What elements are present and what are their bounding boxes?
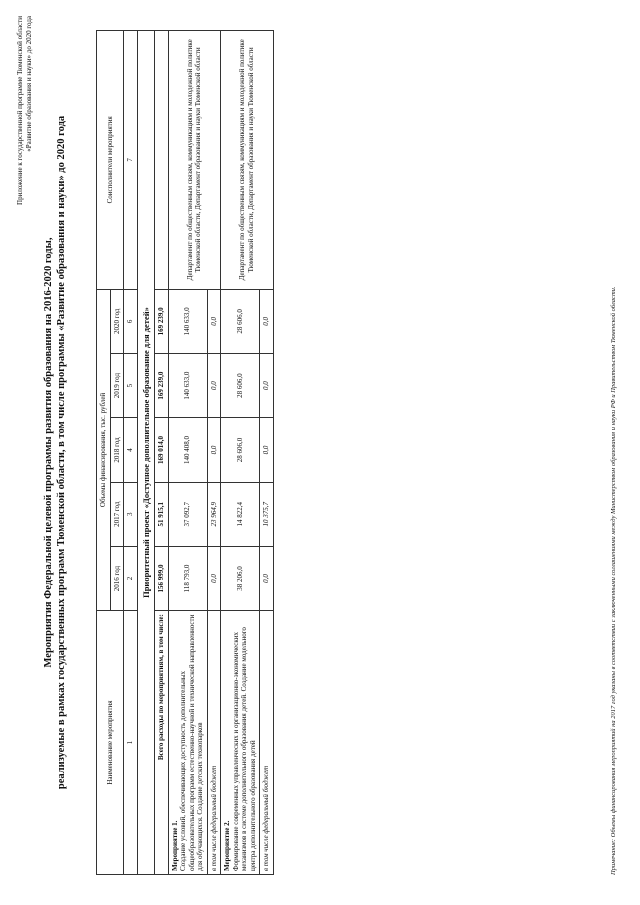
col-number: 5 [124,353,138,417]
measure-1-row [168,31,207,875]
col-number: 1 [124,611,138,875]
measure-2-value: 28 606,0 [221,353,260,417]
measure-2-title: Мероприятие 2. [223,820,231,871]
measure-2-value: 14 822,4 [221,482,260,546]
measure-1-executors: Департамент по общественным связям, коммуникациям и молодежной политике Тюменской области, Департамент образования и науки Тюменской области [168,31,221,290]
header-row-1 [97,31,111,875]
total-value: 156 999,0 [155,546,169,610]
total-value: 169 239,0 [155,353,169,417]
measure-2-federal-value: 0,0 [260,353,274,417]
measure-2-cell [221,611,260,875]
measure-2-federal-value: 0,0 [260,289,274,353]
col-number: 7 [124,31,138,290]
funding-table [96,30,274,875]
total-value: 169 239,0 [155,289,169,353]
col-number: 6 [124,289,138,353]
header-year-2018: 2018 год [110,418,124,482]
col-number: 4 [124,418,138,482]
total-value: 169 014,0 [155,418,169,482]
total-label: Всего расходы по мероприятиям, в том числе: [155,611,169,875]
measure-1-federal-value: 0,0 [207,546,221,610]
measure-2-federal-value: 0,0 [260,418,274,482]
column-number-row [124,31,138,875]
header-name: Наименование мероприятия [97,611,124,875]
header-year-2016: 2016 год [110,546,124,610]
measure-2-value: 28 606,0 [221,289,260,353]
footnote: Примечание: Объемы финансирования мероприятий на 2017 год указаны в соответствии с заключенными соглашениями между Министерством образования и науки РФ и Правительством Тюменской области. [610,286,617,875]
document-title [42,0,68,905]
measure-2-federal-label: в том числе федеральный бюджет [260,611,274,875]
appendix-line-1: Приложение к государственной программе Тюменской области [16,16,24,205]
measure-1-title: Мероприятие 1. [170,820,179,871]
header-funding: Объемы финансирования, тыс. рублей [97,289,111,610]
header-year-2017: 2017 год [110,482,124,546]
measure-2-value: 28 606,0 [221,418,260,482]
section-row [137,31,155,875]
section-title: Приоритетный проект «Доступное дополнительное образование для детей» [137,31,155,875]
title-line-2: реализуемые в рамках государственных программ Тюменской области, в том числе программы «Развитие образования и науки» до 2020 года [56,115,67,790]
measure-1-federal-label: в том числе федеральный бюджет [207,611,221,875]
title-line-1: Мероприятия Федеральной целевой программы развития образования на 2016-2020 годы, [43,237,54,668]
measure-1-value: 140 633,0 [168,289,207,353]
total-value: 51 915,1 [155,482,169,546]
appendix-line-2: «Развитие образования и науки» до 2020 года [25,16,33,152]
measure-1-value: 37 092,7 [168,482,207,546]
header-executors: Соисполнители мероприятия [97,31,124,290]
appendix-note [16,16,34,205]
measure-1-federal-value: 23 964,9 [207,482,221,546]
col-number: 2 [124,546,138,610]
total-row [155,31,169,875]
measure-1-text: Создание условий, обеспечивающих доступность дополнительных общеобразовательных программ естественно-научной и технической направленности для обучающихся. Создание детских технопарков [179,614,204,871]
measure-1-federal-value: 0,0 [207,418,221,482]
total-executors [155,31,169,290]
measure-1-federal-value: 0,0 [207,353,221,417]
measure-2-executors: Департамент по общественным связям, коммуникациям и молодежной политике Тюменской области, Департамент образования и науки Тюменской области [221,31,274,290]
measure-1-federal-value: 0,0 [207,289,221,353]
measure-2-value: 38 206,0 [221,546,260,610]
measure-1-value: 118 793,0 [168,546,207,610]
measure-2-text: Формирование современных управленческих и организационно-экономических механизмов в системе дополнительного образования детей. Создание модельного центра дополнительного образования детей [231,627,257,871]
col-number: 3 [124,482,138,546]
measure-2-federal-value: 10 375,7 [260,482,274,546]
measure-1-value: 140 633,0 [168,353,207,417]
measure-2-row [221,31,260,875]
measure-1-value: 140 408,0 [168,418,207,482]
header-year-2019: 2019 год [110,353,124,417]
header-year-2020: 2020 год [110,289,124,353]
measure-2-federal-value: 0,0 [260,546,274,610]
measure-1-cell [168,611,207,875]
